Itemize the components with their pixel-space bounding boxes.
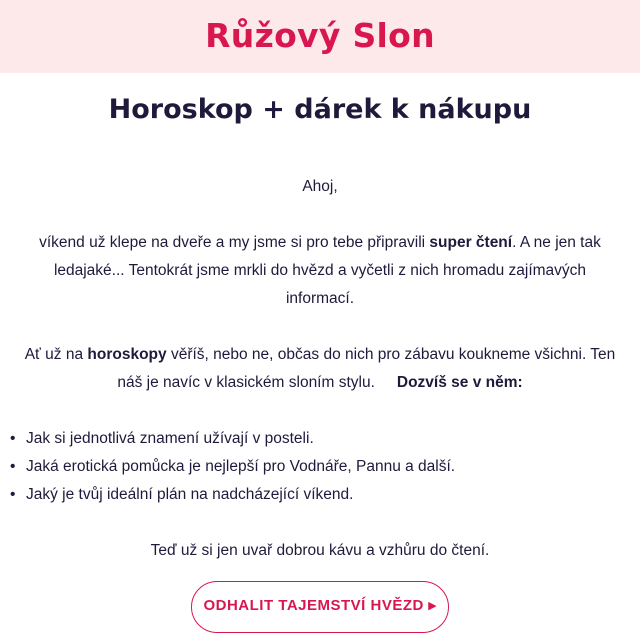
horoscope-paragraph bbox=[12, 341, 628, 397]
horoscope-text-start: Ať už na bbox=[24, 346, 88, 363]
intro-text-start: víkend už klepe na dveře a my jsme si pro tebe připravili bbox=[39, 234, 430, 251]
list-item bbox=[0, 425, 640, 453]
outro-text: Teď už si jen uvař dobrou kávu a vzhůru do čtení. bbox=[150, 542, 490, 559]
horoscope-text-mid: věříš, nebo ne, občas do nich pro zábavu koukneme všichni. Ten náš je navíc v klasickém sloním stylu. bbox=[117, 346, 616, 391]
reveal-stars-button[interactable]: ODHALIT TAJEMSTVÍ HVĚZD ▸ bbox=[191, 581, 449, 633]
list-item bbox=[0, 453, 640, 481]
intro-highlight: super čtení bbox=[429, 234, 513, 251]
greeting-text: Ahoj, bbox=[302, 178, 338, 195]
bullet-icon: • bbox=[10, 430, 16, 447]
list-item-text: Jak si jednotlivá znamení užívají v posteli. bbox=[26, 430, 314, 447]
email-body bbox=[0, 173, 640, 633]
list-item bbox=[0, 481, 640, 509]
list-item-text: Jaký je tvůj ideální plán na nadcházející víkend. bbox=[26, 486, 354, 503]
brand-logo[interactable]: Růžový Slon bbox=[205, 16, 435, 55]
horoscope-lead-in: Dozvíš se v něm: bbox=[396, 374, 523, 391]
bullet-icon: • bbox=[10, 486, 16, 503]
intro-text-end: . A ne jen tak ledajaké... Tentokrát jsme mrkli do hvězd a vyčetli z nich hromadu zajímavých informací. bbox=[53, 234, 601, 307]
list-item-text: Jaká erotická pomůcka je nejlepší pro Vodnáře, Pannu a další. bbox=[26, 458, 456, 475]
intro-paragraph bbox=[24, 229, 616, 313]
horoscope-highlight: horoskopy bbox=[87, 346, 167, 363]
bullet-icon: • bbox=[10, 458, 16, 475]
header-bar bbox=[0, 0, 640, 73]
email-title: Horoskop + dárek k nákupu bbox=[108, 94, 532, 125]
topics-list bbox=[0, 425, 640, 509]
